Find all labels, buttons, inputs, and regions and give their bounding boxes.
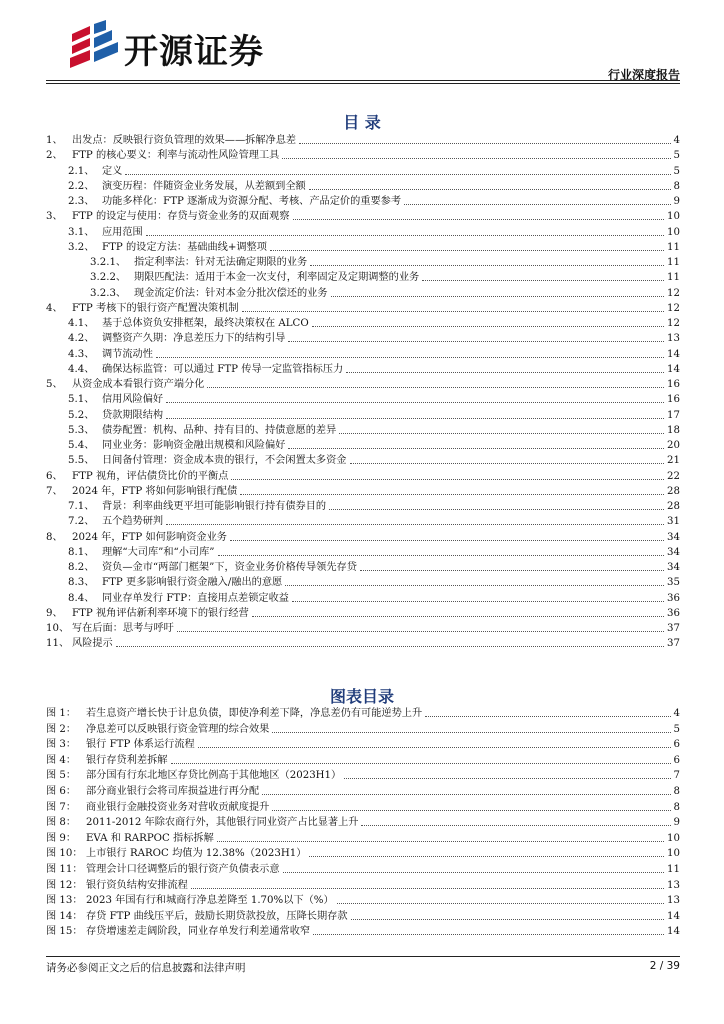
figure-entry-number: 图 8： (46, 817, 77, 829)
figure-entry-number: 图 12： (46, 879, 83, 891)
figure-entry-page: 14 (667, 926, 680, 938)
figure-entry-title: 若生息资产增长快于计息负债，即使净利差下降，净息差仍有可能逆势上升 (86, 708, 423, 719)
figure-entry[interactable] (46, 800, 680, 814)
toc-entry-title: 理解“大司库”和“小司库” (102, 546, 215, 558)
leader-dots (339, 432, 664, 434)
figure-entry-title: 部分国有行东北地区存贷比例高于其他地区（2023H1） (86, 770, 342, 782)
toc-entry-number: 8.4、 (68, 592, 95, 604)
leader-dots (292, 600, 664, 602)
toc-entry-number: 5.2、 (68, 409, 95, 421)
toc-entry-page: 28 (667, 485, 680, 497)
toc-entry-page: 34 (667, 531, 680, 543)
figure-entry[interactable] (46, 924, 680, 938)
figure-entry-title: 银行资负结构安排流程 (86, 879, 188, 891)
toc-entry-number: 3.1、 (68, 226, 95, 238)
leader-dots (177, 630, 664, 632)
leader-dots (217, 840, 664, 842)
toc-entry-page: 36 (667, 592, 680, 604)
toc-entry-page: 11 (667, 241, 680, 253)
toc-entry-title: FTP 视角，评估债贷比价的平衡点 (72, 470, 229, 482)
figure-entry[interactable] (46, 878, 680, 892)
figure-entry-page: 8 (673, 801, 680, 813)
leader-dots (310, 264, 664, 266)
toc-entry[interactable] (68, 347, 680, 361)
toc-entry[interactable] (68, 316, 680, 330)
toc-entry[interactable] (68, 591, 680, 605)
toc-entry-number: 2.3、 (68, 196, 95, 207)
leader-dots (422, 279, 664, 281)
leader-dots (166, 523, 664, 525)
toc-entry-title: FTP 的核心要义：利率与流动性风险管理工具 (72, 150, 280, 162)
toc-entry[interactable] (68, 453, 680, 467)
toc-entry-title: 功能多样化：FTP 逐渐成为资源分配、考核、产品定价的重要参考 (102, 196, 402, 207)
leader-dots (312, 325, 664, 327)
leader-dots (272, 809, 670, 811)
figure-entry-number: 图 4： (46, 754, 77, 766)
leader-dots (231, 478, 664, 480)
figure-entry-title: EVA 和 RARPOC 指标拆解 (86, 832, 214, 844)
toc-entry[interactable] (68, 545, 680, 559)
toc-entry-page: 28 (667, 501, 680, 512)
leader-dots (146, 234, 664, 236)
toc-entry-number: 9、 (46, 607, 63, 619)
toc-entry[interactable] (46, 133, 680, 147)
toc-entry-number: 4.1、 (68, 318, 95, 329)
leader-dots (252, 615, 664, 617)
figure-entry-number: 图 9： (46, 832, 77, 844)
figure-entry-title: 管理会计口径调整后的银行资产负债表示意 (86, 864, 280, 875)
figure-entry-title: 部分商业银行会将司库损益进行再分配 (86, 786, 260, 797)
toc-entry-title: 写在后面：思考与呼吁 (72, 623, 174, 634)
figure-entry-title: 净息差可以反映银行资金管理的综合效果 (86, 723, 270, 735)
figure-entry-page: 8 (673, 786, 680, 797)
toc-entry-page: 37 (667, 623, 680, 634)
toc-entry-number: 8.3、 (68, 577, 95, 589)
toc-entry[interactable] (46, 484, 680, 498)
leader-dots (240, 493, 664, 495)
toc-entry-number: 11、 (46, 638, 70, 650)
toc-entry[interactable] (90, 255, 680, 269)
toc-entry-page: 35 (667, 577, 680, 589)
toc-entry[interactable] (90, 270, 680, 284)
header-rule (46, 80, 680, 81)
toc-entry-title: FTP 考核下的银行资产配置决策机制 (72, 302, 239, 314)
toc-entry[interactable] (46, 606, 680, 620)
toc-title: 目 录 (343, 113, 381, 132)
figure-entry[interactable] (46, 862, 680, 876)
toc-entry[interactable] (68, 499, 680, 513)
leader-dots (156, 356, 664, 358)
figure-entry[interactable] (46, 815, 680, 829)
figure-entry-title: 2023 年国有行和城商行净息差降至 1.70%以下（%） (86, 895, 334, 907)
toc-entry-number: 8.2、 (68, 562, 95, 573)
toc-entry-title: FTP 视角评估新利率环境下的银行经营 (72, 607, 249, 619)
toc-entry-title: 现金流定价法：针对本金分批次偿还的业务 (134, 287, 328, 299)
figure-entry-page: 7 (673, 770, 680, 782)
toc-entry-number: 3、 (46, 211, 63, 223)
toc-entry[interactable] (68, 423, 680, 437)
figure-entry[interactable] (46, 784, 680, 798)
leader-dots (299, 142, 670, 144)
figure-entry-page: 11 (667, 864, 680, 875)
toc-entry-page: 9 (673, 196, 680, 207)
toc-entry[interactable] (68, 179, 680, 193)
toc-entry-page: 16 (667, 379, 680, 390)
toc-entry-title: 出发点：反映银行资负管理的效果——拆解净息差 (72, 135, 297, 146)
toc-entry-page: 36 (667, 607, 680, 619)
leader-dots (309, 855, 664, 857)
leader-dots (313, 933, 664, 935)
figure-entry-number: 图 13： (46, 895, 83, 907)
leader-dots (116, 645, 664, 647)
toc-entry-number: 5.5、 (68, 455, 95, 467)
leader-dots (191, 887, 664, 889)
leader-dots (242, 310, 664, 312)
toc-entry-page: 4 (673, 135, 680, 146)
toc-entry-page: 34 (667, 562, 680, 573)
leader-dots (218, 554, 665, 556)
company-logo (66, 20, 306, 70)
toc-entry[interactable] (46, 209, 680, 223)
figure-entry-title: 存贷增速差走阔阶段，同业存单发行利差通常收窄 (86, 926, 311, 938)
leader-dots (171, 762, 671, 764)
toc-entry-page: 22 (667, 470, 680, 482)
figure-entry-title: 2011-2012 年除农商行外，其他银行同业资产占比显著上升 (86, 817, 359, 829)
toc-entry-title: 从资金成本看银行资产端分化 (72, 379, 205, 390)
toc-entry-number: 1、 (46, 135, 63, 146)
toc-entry[interactable] (46, 148, 680, 162)
toc-entry-title: 背景：利率曲线更平坦可能影响银行持有债券目的 (102, 501, 327, 512)
toc-entry-title: 期限匹配法：适用于本金一次支付，利率固定及定期调整的业务 (134, 272, 420, 284)
toc-entry-number: 4.2、 (68, 333, 95, 345)
logo-text: 开源证券 (124, 32, 264, 72)
toc-entry-number: 5.4、 (68, 440, 95, 451)
page-number: 2 / 39 (649, 960, 680, 972)
leader-dots (425, 715, 670, 717)
leader-dots (351, 918, 665, 920)
toc-entry-title: 调整资产久期：净息差压力下的结构引导 (102, 333, 286, 345)
toc-entry-number: 5、 (46, 379, 63, 390)
toc-entry[interactable] (68, 194, 680, 208)
page-footer (46, 956, 680, 974)
figure-entry[interactable] (46, 737, 680, 751)
toc-entry[interactable] (46, 377, 680, 391)
toc-entry-title: 调节流动性 (102, 348, 153, 360)
toc-entry-number: 7、 (46, 485, 63, 497)
figure-entry-page: 9 (673, 817, 680, 829)
figure-entry[interactable] (46, 722, 680, 736)
figure-entry-number: 图 7： (46, 801, 77, 813)
leader-dots (344, 777, 670, 779)
figure-entry-page: 10 (667, 848, 680, 860)
page-header (46, 18, 680, 80)
toc-entry-title: 日间备付管理：资金成本贵的银行，不会闲置太多资金 (102, 455, 347, 467)
leader-dots (270, 249, 664, 251)
leader-dots (329, 508, 664, 510)
toc-entry-page: 17 (667, 409, 680, 421)
figure-entry[interactable] (46, 706, 680, 720)
toc-entry-number: 3.2.2、 (90, 272, 127, 284)
toc-entry-title: FTP 的设定与使用：存贷与资金业务的双面观察 (72, 211, 290, 223)
figure-entry-title: 商业银行金融投资业务对营收贡献度提升 (86, 801, 270, 813)
toc-entry-title: 同业业务：影响资金融出规模和风险偏好 (102, 440, 286, 451)
leader-dots (288, 447, 664, 449)
toc-entry-page: 12 (667, 287, 680, 299)
toc-entry-title: 2024 年，FTP 将如何影响银行配债 (72, 485, 238, 497)
toc-entry-title: 风险提示 (72, 638, 113, 650)
toc-entry-number: 2.1、 (68, 165, 95, 177)
figure-entry-page: 14 (667, 910, 680, 922)
toc-entry-page: 10 (667, 211, 680, 223)
toc-entry-title: 确保达标监管：可以通过 FTP 传导一定监管指标压力 (102, 363, 344, 375)
figure-entry[interactable] (46, 846, 680, 860)
figure-entry[interactable] (46, 753, 680, 767)
toc-entry[interactable] (68, 438, 680, 452)
toc-entry-page: 10 (667, 226, 680, 238)
leader-dots (346, 371, 664, 373)
toc-entry[interactable] (68, 225, 680, 239)
figure-entry-page: 13 (667, 895, 680, 907)
leader-dots (207, 386, 664, 388)
toc-entry-page: 5 (673, 150, 680, 162)
toc-entry-number: 8.1、 (68, 546, 95, 558)
leader-dots (285, 584, 664, 586)
figure-entry-page: 13 (667, 879, 680, 891)
figure-entry-title: 银行存贷利差拆解 (86, 754, 168, 766)
toc-entry-page: 8 (673, 180, 680, 192)
kaiyuan-logo-icon (66, 20, 122, 70)
figure-entry[interactable] (46, 909, 680, 923)
toc-entry-number: 4.4、 (68, 363, 95, 375)
leader-dots (198, 746, 671, 748)
leader-dots (288, 340, 664, 342)
toc-entry-page: 34 (667, 546, 680, 558)
toc-entry-page: 14 (667, 348, 680, 360)
leader-dots (337, 902, 664, 904)
figure-entry-title: 银行 FTP 体系运行流程 (86, 739, 195, 751)
toc-entry-page: 12 (667, 302, 680, 314)
toc-entry-title: FTP 更多影响银行资金融入/融出的意愿 (102, 577, 283, 589)
leader-dots (272, 731, 670, 733)
toc-entry[interactable] (68, 240, 680, 254)
toc-entry-number: 5.1、 (68, 394, 95, 406)
toc-entry-number: 7.1、 (68, 501, 95, 512)
report-type-label: 行业深度报告 (607, 68, 680, 82)
figure-entry-number: 图 10： (46, 848, 83, 860)
toc-entry-page: 18 (667, 424, 680, 436)
figure-entry[interactable] (46, 893, 680, 907)
toc-entry[interactable] (68, 575, 680, 589)
toc-entry-number: 6、 (46, 470, 63, 482)
toc-entry-page: 20 (667, 440, 680, 451)
figure-entry-page: 10 (667, 832, 680, 844)
leader-dots (404, 203, 670, 205)
leader-dots (166, 401, 664, 403)
leader-dots (350, 462, 665, 464)
toc-entry-title: 演变历程：伴随资金业务发展，从差额到全额 (102, 180, 306, 192)
toc-entry-title: 五个趋势研判 (102, 516, 164, 528)
toc-entry[interactable] (46, 530, 680, 544)
toc-entry-number: 5.3、 (68, 424, 95, 436)
toc-entry-number: 3.2.1、 (90, 257, 127, 268)
toc-entry[interactable] (68, 331, 680, 345)
leader-dots (360, 569, 664, 571)
figure-entry-title: 上市银行 RAROC 均值为 12.38%（2023H1） (86, 848, 307, 860)
toc-entry[interactable] (68, 408, 680, 422)
toc-entry-page: 16 (667, 394, 680, 406)
disclaimer-text: 请务必参阅正文之后的信息披露和法律声明 (46, 962, 246, 974)
toc-entry-title: 资负—金市“两部门框架”下，资金业务价格传导领先存贷 (102, 562, 357, 573)
toc-entry-number: 4、 (46, 302, 63, 314)
toc-entry-number: 10、 (46, 623, 70, 634)
toc-entry-number: 8、 (46, 531, 63, 543)
toc-entry-number: 7.2、 (68, 516, 95, 528)
toc-entry-page: 31 (667, 516, 680, 528)
toc-entry[interactable] (68, 362, 680, 376)
leader-dots (166, 417, 664, 419)
toc-entry-page: 21 (667, 455, 680, 467)
figure-entry-title: 存贷 FTP 曲线压平后，鼓励长期贷款投放，压降长期存款 (86, 910, 348, 922)
toc-entry-title: 定义 (102, 165, 123, 177)
toc-entry[interactable] (46, 469, 680, 483)
leader-dots (230, 539, 664, 541)
toc-entry-number: 3.2、 (68, 241, 95, 253)
header-rule-thin (46, 83, 680, 84)
figure-entry-number: 图 11： (46, 864, 83, 875)
leader-dots (331, 295, 664, 297)
toc-entry-page: 11 (667, 257, 680, 268)
toc-entry-page: 14 (667, 363, 680, 375)
leader-dots (309, 188, 671, 190)
leader-dots (125, 173, 670, 175)
toc-entry-title: FTP 的设定方法：基础曲线+调整项 (102, 241, 267, 253)
toc-entry-page: 12 (667, 318, 680, 329)
toc-entry-number: 2.2、 (68, 180, 95, 192)
figure-entry-page: 5 (673, 723, 680, 735)
figure-entry-number: 图 1： (46, 708, 77, 719)
figure-entry-number: 图 2： (46, 723, 77, 735)
toc-entry[interactable] (90, 286, 680, 300)
figures-title: 图表目录 (329, 687, 394, 706)
toc-entry[interactable] (68, 514, 680, 528)
figure-entry-number: 图 3： (46, 739, 77, 751)
figure-entry[interactable] (46, 768, 680, 782)
toc-entry-title: 贷款期限结构 (102, 409, 164, 421)
toc-entry-page: 13 (667, 333, 680, 345)
toc-entry-page: 37 (667, 638, 680, 650)
toc-entry[interactable] (46, 636, 680, 650)
figure-entry-number: 图 14： (46, 910, 83, 922)
toc-entry-title: 债券配置：机构、品种、持有目的、持债意愿的差异 (102, 424, 337, 436)
leader-dots (282, 157, 670, 159)
toc-entry-title: 应用范围 (102, 226, 143, 238)
toc-entry-title: 2024 年，FTP 如何影响资金业务 (72, 531, 227, 543)
toc-entry[interactable] (68, 560, 680, 574)
figure-entry[interactable] (46, 831, 680, 845)
toc-entry[interactable] (46, 301, 680, 315)
toc-entry-number: 2、 (46, 150, 63, 162)
figure-entry-page: 4 (673, 708, 680, 719)
toc-entry-title: 同业存单发行 FTP：直接用点差锁定收益 (102, 592, 289, 604)
toc-entry-title: 指定利率法：针对无法确定期限的业务 (134, 257, 308, 268)
toc-entry-number: 3.2.3、 (90, 287, 127, 299)
figure-entry-number: 图 6： (46, 786, 77, 797)
figure-entry-page: 6 (673, 754, 680, 766)
toc-entry-title: 信用风险偏好 (102, 394, 164, 406)
leader-dots (293, 218, 665, 220)
leader-dots (262, 793, 670, 795)
figure-entry-page: 6 (673, 739, 680, 751)
toc-entry-title: 基于总体资负安排框架，最终决策权在 ALCO (102, 318, 309, 329)
toc-entry[interactable] (68, 392, 680, 406)
toc-entry[interactable] (68, 164, 680, 178)
toc-entry-page: 11 (667, 272, 680, 284)
toc-entry[interactable] (46, 621, 680, 635)
figure-entry-number: 图 15： (46, 926, 83, 938)
toc-entry-number: 4.3、 (68, 348, 95, 360)
toc-entry-page: 5 (673, 165, 680, 177)
figure-entry-number: 图 5： (46, 770, 77, 782)
leader-dots (283, 871, 664, 873)
leader-dots (361, 824, 670, 826)
